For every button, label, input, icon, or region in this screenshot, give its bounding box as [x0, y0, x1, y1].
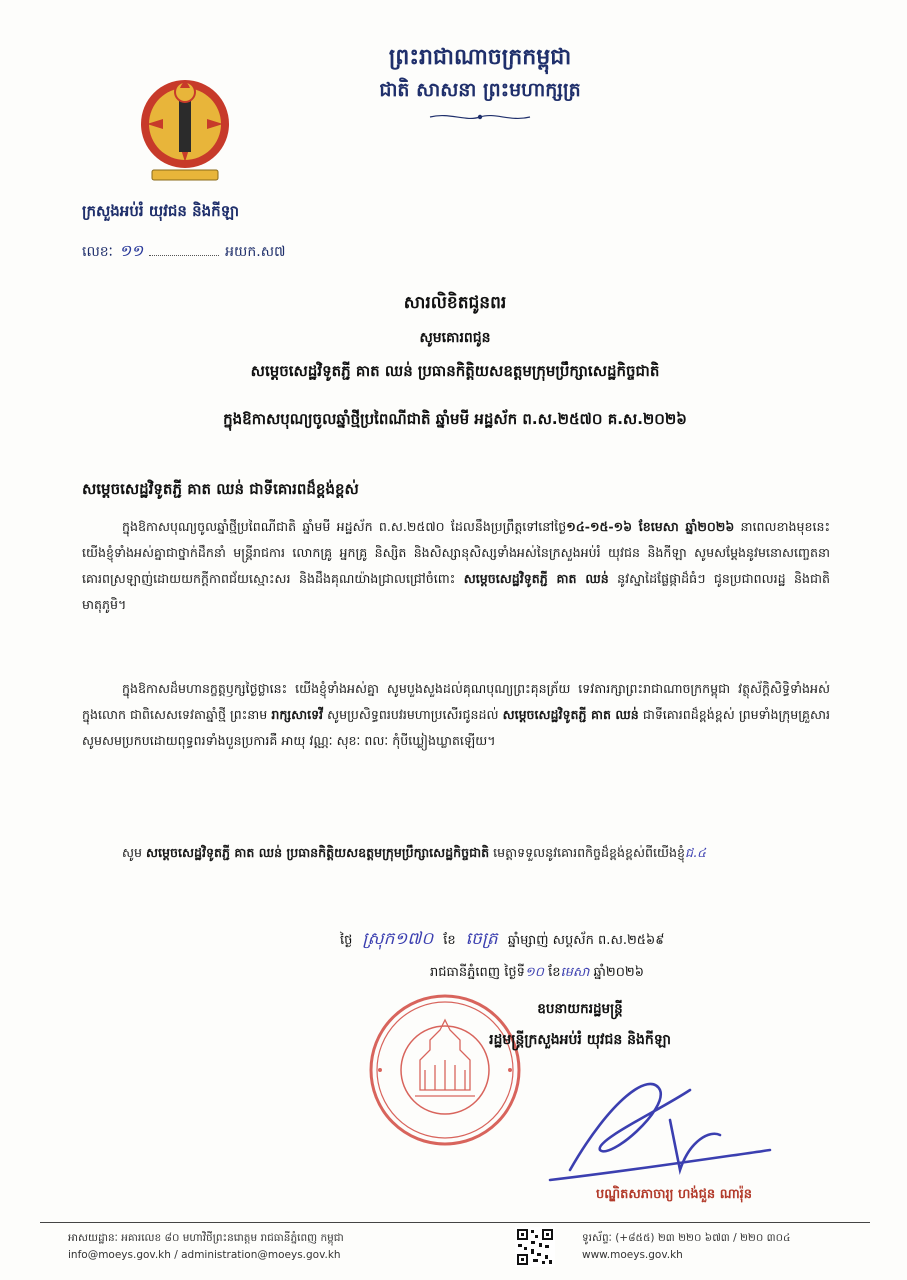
ref-dotted-line: [149, 255, 219, 256]
flourish-ornament: [425, 110, 535, 124]
signatory-title-1: ឧបនាយករដ្ឋមន្ត្រី: [537, 1001, 623, 1017]
ref-label: លេខៈ: [82, 244, 113, 260]
place-date-line: [430, 964, 644, 983]
salutation: សម្តេចសេដ្ឋវិទូតភ្ជី គាត ឈន់ ជាទីគោរពដ៏ខ្ពង់ខ្ពស់: [82, 480, 359, 498]
ministry-emblem-icon: [130, 62, 240, 192]
lunar-date-line: [340, 928, 664, 953]
day-label: ថ្ងៃ: [340, 933, 353, 948]
footer-contact-right: [582, 1230, 791, 1264]
p1-text-b: នាពេលខាងមុខនេះ យើងខ្ញុំទាំងអស់គ្នាជាថ្នាក់ដឹកនាំ មន្ត្រីរាជការ លោកគ្រូ អ្នកគ្រូ និស្សិត និងសិស្សានុសិស្សទាំងអស់នៃក្រសួងអប់រំ យុវជន និងកីឡា សូមសម្តែងនូវមនោសញ្ចេតនាគោរពស្រឡាញ់ដោយយកក្តីកាពជ័យស្មោះសរ និងដឹងគុណយ៉ាងជ្រាលជ្រៅចំពោះ: [82, 519, 830, 586]
paragraph-1: [82, 514, 830, 618]
p1-name: សម្តេចសេដ្ឋវិទូតភ្ជី គាត ឈន់: [463, 571, 609, 586]
kingdom-header: [300, 42, 660, 124]
place-prefix: រាជធានីភ្នំពេញ ថ្ងៃទី: [430, 965, 525, 980]
p3-handwritten: ជ.៤: [685, 845, 706, 860]
paragraph-2: [82, 676, 830, 754]
lunar-day: ស្រុក១៧០: [362, 929, 434, 949]
p3-text-a: សូម: [122, 845, 146, 860]
signatory-title-2: រដ្ឋមន្ត្រីក្រសួងអប់រំ យុវជន និងកីឡា: [489, 1032, 671, 1048]
p1-dates: ១៤-១៥-១៦ ខែមេសា ឆ្នាំ២០២៦: [566, 519, 735, 534]
p2-deity: រាក្សសាទេវី: [271, 707, 324, 722]
p3-text-b: មេត្តាទទួលនូវគោរពកិច្ចដ៏ខ្ពង់ខ្ពស់ពីយើងខ្ញុំ: [489, 845, 685, 860]
recipient-line: សម្តេចសេដ្ឋវិទូតភ្ជី គាត ឈន់ ប្រធានកិត្តិយសឧត្តមក្រុមប្រឹក្សាសេដ្ឋកិច្ចជាតិ: [250, 362, 660, 380]
footer-website[interactable]: www.moeys.gov.kh: [582, 1249, 683, 1261]
reference-line: [82, 240, 286, 264]
p3-name: សម្តេចសេដ្ឋវិទូតភ្ជី គាត ឈន់ ប្រធានកិត្តិយសឧត្តមក្រុមប្រឹក្សាសេដ្ឋកិច្ចជាតិ: [146, 845, 490, 860]
occasion-line: ក្នុងឱកាសបុណ្យចូលឆ្នាំថ្មីប្រពៃណីជាតិ ឆ្នាំមមី អដ្ឋស័ក ព.ស.២៥៧០ គ.ស.២០២៦: [223, 410, 687, 428]
lunar-year: ឆ្នាំម្សាញ់ សប្តស័ក ព.ស.២៥៦៩: [507, 933, 665, 948]
handwritten-signature: [540, 1060, 780, 1190]
p1-text-a: ក្នុងឱកាសបុណ្យចូលឆ្នាំថ្មីប្រពៃណីជាតិ ឆ្នាំមមី អដ្ឋស័ក ព.ស.២៥៧០ ដែលនឹងប្រព្រឹត្តទៅនៅថ្ងៃ: [122, 519, 567, 534]
p2-text-b: សូមប្រសិទ្ធពរបវរមហាប្រសើរជូនដល់: [323, 707, 503, 722]
p2-name: សម្តេចសេដ្ឋវិទូតភ្ជី គាត ឈន់: [502, 707, 639, 722]
national-motto: ជាតិ សាសនា ព្រះមហាក្សត្រ: [379, 79, 581, 101]
p1-text-c: នូវស្នាដៃផ្លែផ្កាដ៏ធំៗ ជូនប្រជាពលរដ្ឋ និងជាតិមាតុភូមិ។: [82, 571, 830, 612]
day-number: ១០: [524, 965, 544, 980]
letter-title: សារលិខិតជូនពរ: [403, 293, 507, 313]
respect-line: សូមគោរពជូន: [419, 330, 491, 346]
footer-divider: [40, 1222, 870, 1223]
month-name: មេសា: [560, 965, 590, 980]
footer-emails[interactable]: info@moeys.gov.kh / administration@moeys.gov.kh: [68, 1249, 341, 1261]
footer-address: អាសយដ្ឋានៈ អគារលេខ ៨០ មហាវិថីព្រះនរោត្តម រាជធានីភ្នំពេញ កម្ពុជា: [68, 1232, 344, 1244]
ministry-name: ក្រសួងអប់រំ យុវជន និងកីឡា: [82, 202, 240, 220]
p2-text-a: ក្នុងឱកាសដ៏មហានក្ខត្តឫក្សថ្ងៃថ្លានេះ យើងខ្ញុំទាំងអស់គ្នា សូមបួងសួងដល់គុណបុណ្យព្រះគុនត្រ័យ ទេវតារក្សាព្រះរាជាណាចក្រកម្ពុជា វត្ថុស័ក្តិសិទ្ធិទាំងអស់ក្នុងលោក ជាពិសេសទេវតាឆ្នាំថ្មី ព្រះនាម: [82, 681, 830, 722]
year-suffix: ឆ្នាំ២០២៦: [589, 965, 644, 980]
ref-number: ១១: [118, 241, 144, 260]
footer-phone: ទូរស័ព្ទៈ (+៨៥៥) ២៣ ២២០ ៦៧៣ / ២២០ ៣០៤: [582, 1232, 791, 1244]
qr-code-icon: [515, 1227, 555, 1267]
footer-contact-left: [68, 1230, 344, 1264]
ref-suffix: អយក.ស៧: [225, 244, 286, 260]
paragraph-3: [82, 840, 830, 866]
kingdom-title: ព្រះរាជាណាចក្រកម្ពុជា: [388, 45, 572, 70]
p2-text-c: ជាទីគោរពដ៏ខ្ពង់ខ្ពស់ ព្រមទាំងក្រុមគ្រួសារ សូមសមប្រកបដោយពុទ្ធពរទាំងបួនប្រការគឺ អាយុ វណ្ណៈ សុខៈ ពលៈ កុំបីឃ្លៀងឃ្លាតឡើយ។: [82, 707, 831, 748]
month-prefix: ខែ: [543, 965, 561, 980]
signer-name: បណ្ឌិតសភាចារ្យ ហង់ជួន ណារ៉ុន: [596, 1187, 753, 1202]
lunar-month: ចេត្រ: [465, 929, 498, 949]
month-label: ខែ: [443, 933, 456, 948]
